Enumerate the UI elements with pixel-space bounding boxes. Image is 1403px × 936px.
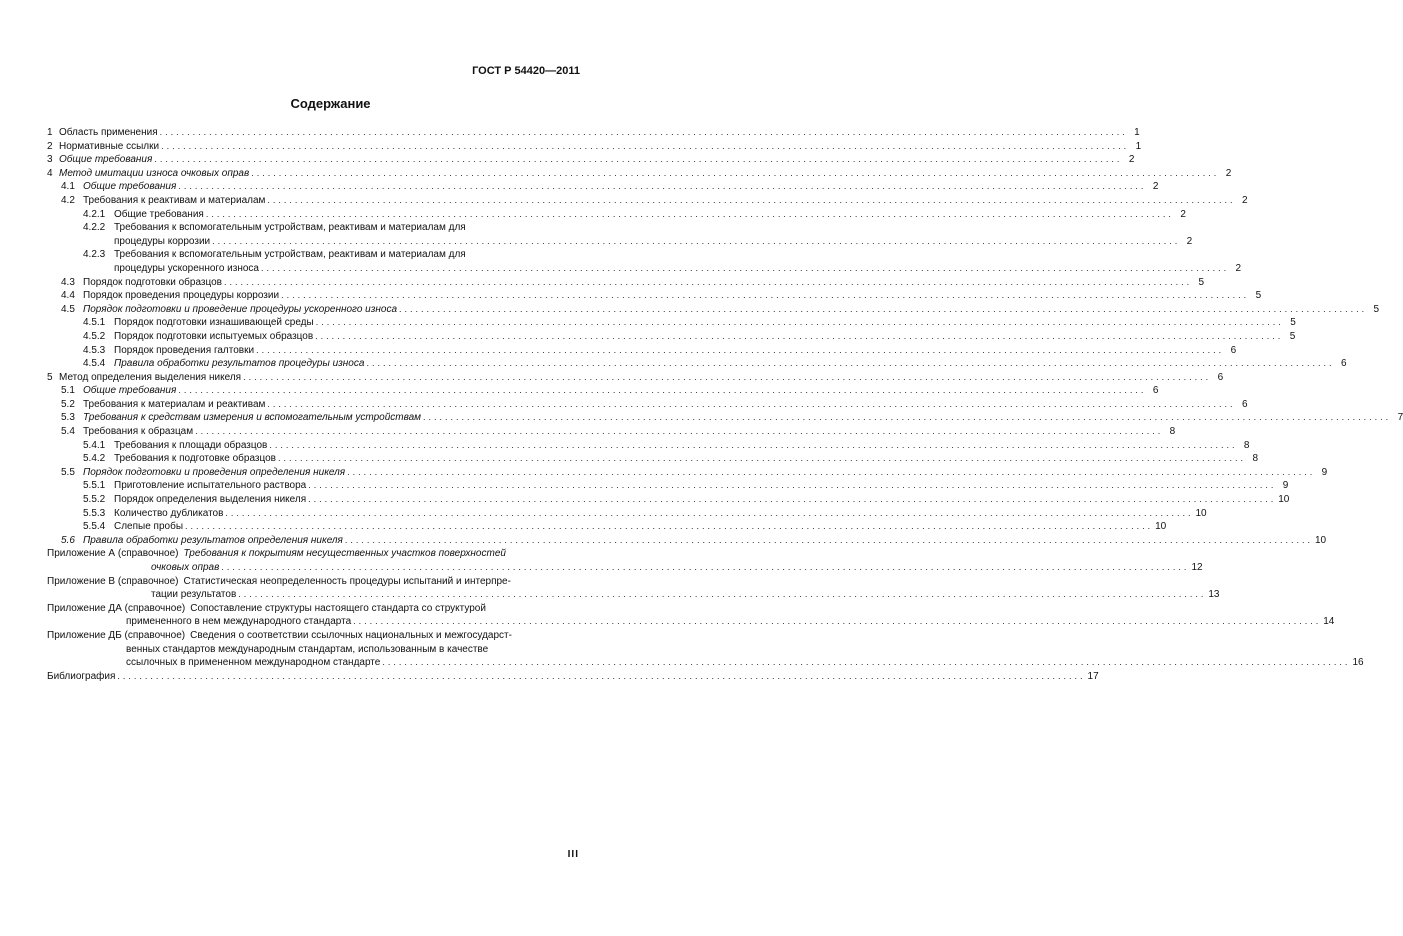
toc-entry-title: Порядок подготовки испытуемых образцов [114, 330, 314, 342]
toc-entry [47, 153, 1135, 167]
toc-leader-dots [193, 425, 1163, 439]
toc-entry-title: Область применения [59, 127, 158, 138]
toc-entry-number: 4.4 [61, 290, 75, 302]
toc-leader-dots [314, 316, 1284, 330]
toc-page-number: 16 [1352, 657, 1364, 669]
page-number: III [567, 849, 579, 860]
toc-leader-dots [222, 276, 1192, 290]
toc-entry [47, 140, 1142, 154]
toc-leader-dots [345, 466, 1315, 480]
toc-leader-dots [249, 167, 1219, 181]
toc-entry-title: Правила обработки результатов определения никеля [83, 534, 343, 546]
toc-leader-dots [421, 411, 1391, 425]
toc-entry [47, 534, 1327, 548]
toc-entry-number: 4.1 [61, 181, 75, 193]
toc-entry-title: Требования к вспомогательным устройствам, реактивам и материалам для [114, 249, 466, 261]
toc-entry [47, 167, 1232, 181]
toc-entry-number: 4.2.1 [83, 208, 106, 220]
toc-entry-title: венных стандартов международным стандартам, использованным в качестве [126, 643, 489, 655]
toc-entry-title: Общие требования [59, 154, 153, 166]
toc-page-number: 7 [1397, 412, 1403, 424]
toc-entry-number: 5.3 [61, 412, 75, 424]
toc-entry-title: Общие требования [83, 385, 177, 397]
toc-page-number: 2 [1186, 235, 1193, 247]
toc-entry-number: 3 [47, 154, 53, 166]
toc-page-number: 8 [1169, 426, 1176, 438]
toc-leader-dots [267, 439, 1237, 453]
toc-page-number: 2 [1152, 181, 1159, 193]
toc-entry [47, 466, 1328, 480]
toc-leader-dots [158, 126, 1128, 140]
toc-leader-dots [313, 330, 1283, 344]
toc-entry [47, 602, 1335, 629]
toc-page-number: 14 [1323, 616, 1335, 628]
toc-entry-title: примененного в нем международного стандарта [126, 616, 352, 628]
toc-page-number: 9 [1321, 466, 1328, 478]
toc-page-number: 2 [1235, 262, 1242, 274]
toc-entry-number: 1 [47, 127, 53, 138]
toc-page-number: 5 [1373, 303, 1380, 315]
toc-entry-title: Общие требования [83, 181, 177, 193]
toc-leader-dots [380, 656, 1350, 670]
toc-entry [47, 180, 1159, 194]
toc-entry-title: Метод имитации износа очковых оправ [59, 167, 250, 179]
toc-entry [47, 289, 1262, 303]
toc-leader-dots [115, 670, 1085, 684]
toc-entry [47, 629, 1364, 670]
toc-entry [47, 208, 1186, 222]
toc-entry [47, 398, 1248, 412]
toc-page-number: 2 [1225, 167, 1232, 179]
toc-entry-title: Требования к покрытиям несущественных участков поверхностей [183, 548, 506, 560]
toc-entry [47, 507, 1207, 521]
toc-entry [47, 344, 1237, 358]
toc-entry-title: Порядок подготовки изнашивающей среды [114, 317, 314, 329]
toc-page-number: 8 [1243, 439, 1250, 451]
toc-entry-title: очковых оправ [151, 562, 220, 573]
toc-entry-title: Порядок подготовки образцов [83, 276, 222, 288]
toc-page-number: 5 [1289, 330, 1296, 342]
toc-leader-dots [176, 384, 1146, 398]
toc-entry [47, 357, 1347, 371]
toc-page-number: 6 [1230, 344, 1237, 356]
toc-entry-title: Метод определения выделения никеля [59, 371, 242, 383]
toc-entry-title: Требования к материалам и реактивам [83, 398, 266, 410]
toc-entry-number: 4.5 [61, 303, 75, 315]
toc-leader-dots [204, 208, 1174, 222]
toc-entry-title: Порядок подготовки и проведение процедуры ускоренного износа [83, 303, 398, 315]
toc-leader-dots [219, 561, 1189, 575]
toc-entry [47, 575, 1220, 602]
toc-entry-title: Требования к площади образцов [114, 439, 268, 451]
toc-entry-number: 5.1 [61, 385, 75, 397]
toc-entry-number: 2 [47, 140, 53, 152]
page-title: Содержание [290, 96, 371, 111]
toc-page-number: 6 [1340, 358, 1347, 370]
toc-entry-number: 5.5.2 [83, 494, 106, 506]
toc-leader-dots [259, 262, 1229, 276]
toc-entry-number: Приложение В (справочное) [47, 575, 179, 587]
toc-entry-number: 4.3 [61, 276, 75, 288]
toc-page-number: 5 [1198, 276, 1205, 288]
toc-leader-dots [265, 398, 1235, 412]
toc-leader-dots [152, 153, 1122, 167]
toc-entry-title: Слепые пробы [114, 521, 184, 533]
toc-entry [47, 547, 1203, 574]
toc-leader-dots [183, 520, 1153, 534]
toc-entry-title: Статистическая неопределенность процедуры испытаний и интерпре- [183, 575, 511, 587]
toc-entry [47, 439, 1250, 453]
toc-entry-number: 5.4.2 [83, 453, 106, 465]
toc-leader-dots [241, 371, 1211, 385]
toc-leader-dots [364, 357, 1334, 371]
toc-leader-dots [351, 615, 1321, 629]
toc-entry-title: процедуры ускоренного износа [114, 262, 259, 274]
toc-leader-dots [236, 588, 1206, 602]
toc-page-number: 1 [1134, 127, 1140, 138]
toc-page-number: 5 [1255, 290, 1262, 302]
toc-entry-title: Правила обработки результатов процедуры износа [114, 358, 365, 370]
toc-entry-title: процедуры коррозии [114, 235, 211, 247]
toc-page-number: 5 [1290, 317, 1296, 329]
toc-entry-title: Требования к вспомогательным устройствам, реактивам и материалам для [114, 222, 466, 234]
table-of-contents [47, 126, 1403, 683]
toc-entry [47, 493, 1290, 507]
toc-page-number: 6 [1241, 398, 1248, 410]
toc-page-number: 6 [1217, 371, 1224, 383]
toc-entry-number: 5.5.1 [83, 480, 106, 492]
toc-entry [47, 425, 1176, 439]
toc-entry-number: 4.2.3 [83, 249, 106, 261]
toc-entry [47, 384, 1159, 398]
toc-entry-title: Общие требования [114, 208, 204, 220]
toc-entry-title: Нормативные ссылки [59, 140, 160, 152]
toc-entry-title: Порядок определения выделения никеля [114, 494, 307, 506]
toc-page-number: 2 [1180, 208, 1186, 220]
toc-page-number: 10 [1315, 534, 1327, 546]
toc-entry [47, 316, 1296, 330]
toc-entry [47, 520, 1167, 534]
toc-entry [47, 330, 1296, 344]
toc-page-number: 9 [1282, 480, 1289, 492]
toc-entry-number: 5.2 [61, 398, 75, 410]
document-header: ГОСТ Р 54420—2011 [472, 65, 580, 77]
toc-page-number: 6 [1152, 385, 1159, 397]
toc-leader-dots [254, 344, 1224, 358]
toc-entry [47, 303, 1380, 317]
toc-entry-title: Количество дубликатов [114, 507, 224, 519]
toc-entry-number: 5.4 [61, 426, 75, 438]
toc-page-number: 8 [1252, 453, 1259, 465]
toc-entry [47, 126, 1140, 140]
toc-entry-number: Приложение ДБ (справочное) [47, 629, 186, 641]
toc-entry [47, 276, 1205, 290]
toc-entry-number: 5.5.3 [83, 507, 106, 519]
toc-entry-number: 4.2 [61, 194, 75, 206]
toc-entry [47, 670, 1099, 684]
toc-entry [47, 248, 1242, 275]
toc-entry-number: 5.4.1 [83, 439, 106, 451]
toc-entry-title: Требования к средствам измерения и вспомогательным устройствам [83, 412, 422, 424]
toc-leader-dots [276, 452, 1246, 466]
toc-entry-title: Приготовление испытательного раствора [114, 480, 307, 492]
toc-entry-title: ссылочных в примененном международном стандарте [126, 657, 381, 669]
toc-leader-dots [397, 303, 1367, 317]
toc-entry-number: 5 [47, 371, 53, 383]
toc-entry-title: Требования к образцам [83, 426, 194, 438]
toc-page-number: 10 [1155, 521, 1167, 533]
toc-leader-dots [306, 493, 1276, 507]
toc-entry [47, 221, 1193, 248]
toc-entry-number: 5.6 [61, 534, 75, 546]
toc-leader-dots [159, 140, 1129, 154]
toc-entry-number: Приложение А (справочное) [47, 548, 179, 560]
toc-page-number: 13 [1208, 589, 1220, 601]
toc-entry-title: тации результатов [151, 589, 237, 601]
toc-leader-dots [343, 534, 1313, 548]
toc-entry [47, 452, 1259, 466]
toc-entry-number: 4.2.2 [83, 222, 106, 234]
toc-entry-title: Сведения о соответствии ссылочных национальных и межгосударст- [190, 629, 512, 641]
toc-entry-title: Порядок подготовки и проведения определения никеля [83, 466, 346, 478]
toc-entry-title: Сопоставление структуры настоящего стандарта со структурой [190, 602, 486, 614]
toc-leader-dots [279, 289, 1249, 303]
toc-page-number: 1 [1135, 140, 1142, 152]
toc-leader-dots [223, 507, 1193, 521]
toc-leader-dots [210, 235, 1180, 249]
toc-entry-number: 4.5.1 [83, 317, 106, 329]
toc-entry-number: 4.5.2 [83, 330, 106, 342]
toc-entry-title: Библиография [47, 670, 116, 682]
toc-page-number: 12 [1191, 562, 1203, 573]
toc-entry-number: 4.5.3 [83, 344, 106, 356]
toc-page-number: 2 [1128, 154, 1135, 166]
toc-entry-number: 4 [47, 167, 53, 179]
toc-entry-title: Требования к подготовке образцов [114, 453, 276, 465]
toc-page-number: 17 [1087, 670, 1099, 682]
toc-entry [47, 411, 1403, 425]
toc-entry-title: Порядок проведения галтовки [114, 344, 255, 356]
toc-entry [47, 194, 1248, 208]
toc-entry-number: 5.5.4 [83, 521, 106, 533]
toc-entry-number: 5.5 [61, 466, 75, 478]
toc-entry-number: Приложение ДА (справочное) [47, 602, 186, 614]
toc-entry-number: 4.5.4 [83, 358, 106, 370]
toc-entry-title: Требования к реактивам и материалам [83, 194, 266, 206]
toc-entry [47, 479, 1289, 493]
toc-page-number: 2 [1241, 194, 1248, 206]
toc-page-number: 10 [1195, 507, 1207, 519]
toc-entry [47, 371, 1224, 385]
toc-leader-dots [176, 180, 1146, 194]
toc-page-number: 10 [1278, 494, 1290, 506]
toc-leader-dots [265, 194, 1235, 208]
toc-leader-dots [306, 479, 1276, 493]
toc-entry-title: Порядок проведения процедуры коррозии [83, 290, 280, 302]
